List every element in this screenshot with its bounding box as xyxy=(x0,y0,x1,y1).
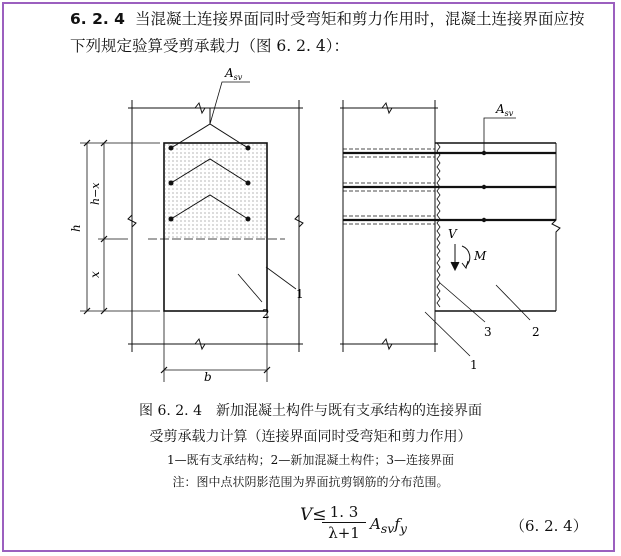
formula-fraction xyxy=(322,503,366,542)
formula-denominator: λ+1 xyxy=(328,524,360,542)
callout-1-right: 1 xyxy=(470,358,478,372)
left-section-drawing xyxy=(80,82,303,382)
figure-legend: 1—既有支承结构；2—新加混凝土构件；3—连接界面 xyxy=(167,453,454,467)
figure-caption-number: 图 6. 2. 4 xyxy=(139,403,202,419)
callout-2-right: 2 xyxy=(532,325,540,339)
clause-number: 6. 2. 4 xyxy=(70,10,125,28)
figure-caption-title: 新加混凝土构件与既有支承结构的连接界面 xyxy=(215,403,482,419)
shear-v-label: V xyxy=(448,227,457,241)
dim-h-label: h xyxy=(69,224,83,232)
figure-caption xyxy=(0,400,621,420)
dim-b-label: b xyxy=(204,370,212,384)
callout-1-left: 1 xyxy=(296,287,304,301)
callout-3-right: 3 xyxy=(484,325,492,339)
dim-x-label: x xyxy=(88,271,102,278)
callout-2-left: 2 xyxy=(262,307,270,321)
figure-note: 注：图中点状阴影范围为界面抗剪钢筋的分布范围。 xyxy=(172,475,449,489)
moment-m-label: M xyxy=(474,249,487,263)
dim-h-minus-x-label: h−x xyxy=(89,182,102,205)
asv-left-label: $A_{sv}$ xyxy=(225,66,243,82)
formula-lhs: V≤ xyxy=(300,505,327,525)
clause-text: 当混凝土连接界面同时受弯矩和剪力作用时，混凝土连接界面应按下列规定验算受剪承载力（图 6. 2. 4）： xyxy=(70,10,585,55)
formula-rhs: $A_{sv}f_y$ xyxy=(370,515,407,536)
formula-numerator: 1. 3 xyxy=(322,503,366,523)
asv-right-label: $A_{sv}$ xyxy=(496,102,514,118)
formula-number: （6. 2. 4） xyxy=(510,517,588,535)
figure-caption-subtitle: 受剪承载力计算（连接界面同时受弯矩和剪力作用） xyxy=(149,429,472,445)
